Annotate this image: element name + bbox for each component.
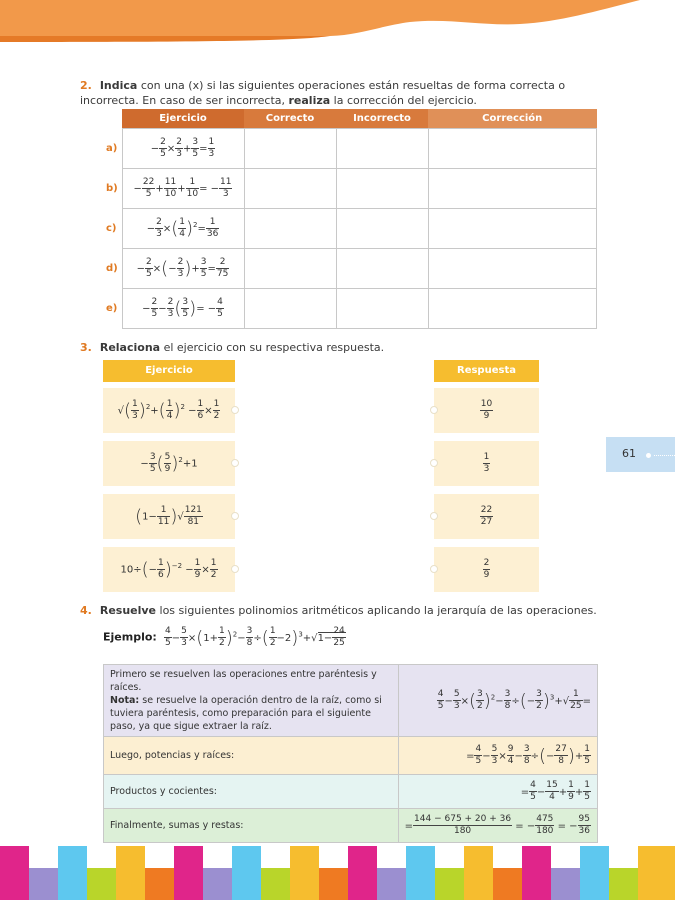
answer-cell[interactable] xyxy=(336,248,428,288)
match-answer-3[interactable]: $\frac{22}{27}$ xyxy=(434,494,539,539)
header-correcto: Correcto xyxy=(244,109,336,128)
match-answer-4[interactable]: $\frac{2}{9}$ xyxy=(434,547,539,592)
header-ejercicio: Ejercicio xyxy=(122,109,244,128)
answer-cell[interactable] xyxy=(244,208,336,248)
match-answer-2[interactable]: $\frac{1}{3}$ xyxy=(434,441,539,486)
answer-cell[interactable] xyxy=(428,128,597,168)
table-row: Primero se resuelven las operaciones entre paréntesis y raíces. Nota: se resuelve la operación dentro de la raíz, como si tuviera paréntesis, como preparación para el siguiente paso, ya que sigue extraer la raíz. $\frac{4}{5}$ − $\frac{5}{3}$ ×( $\frac{3}{2}$ )$^2$− $\frac{3}{8}$ ÷(− $\frac{3}{2}$ )$^3$+√ $\frac{1}{25}$ = xyxy=(104,665,598,737)
match-exercise-2[interactable]: − $\frac{3}{5}$ ( $\frac{5}{9}$ )$^2$+1 xyxy=(103,441,235,486)
match-header-answer: Respuesta xyxy=(434,360,539,382)
connector-dot[interactable] xyxy=(231,512,239,520)
connector-dot[interactable] xyxy=(231,565,239,573)
table-row: Productos y cocientes: = $\frac{4}{5}$ − $\frac{15}{4}$ + $\frac{1}{9}$ + $\frac{1}{5}$ xyxy=(104,775,598,809)
answer-cell[interactable] xyxy=(244,248,336,288)
connector-dot[interactable] xyxy=(430,459,438,467)
header-correccion: Corrección xyxy=(428,109,597,128)
answer-cell[interactable] xyxy=(336,168,428,208)
example-expression: Ejemplo: $\frac{4}{5}$ − $\frac{5}{3}$ ×(1+ $\frac{1}{2}$ )$^2$− $\frac{3}{8}$ ÷( $\frac{1}{2}$ −2)$^3$+√1− $\frac{24}{25}$ xyxy=(103,626,345,648)
solution-steps-table xyxy=(103,664,598,843)
answer-cell[interactable] xyxy=(336,288,428,328)
answer-cell[interactable] xyxy=(428,248,597,288)
correction-table xyxy=(80,109,597,329)
page-number-tab xyxy=(606,437,675,472)
table-row: e) − $\frac{2}{5}$ − $\frac{2}{3}$ ( $\frac{3}{5}$ )= − $\frac{4}{5}$ xyxy=(80,288,597,328)
q2-instructions: 2. Indica con una (x) si las siguientes operaciones están resueltas de forma correcta o incorrecta. En caso de ser incorrecta, realiza la corrección del ejercicio. xyxy=(80,79,566,107)
table-row: Luego, potencias y raíces: = $\frac{4}{5}$ − $\frac{5}{3}$ × $\frac{9}{4}$ − $\frac{3}{8}$ ÷(− $\frac{27}{8}$ )+ $\frac{1}{5}$ xyxy=(104,737,598,775)
exercise-b: − $\frac{22}{5}$ + $\frac{11}{10}$ + $\frac{1}{10}$ = − $\frac{11}{3}$ xyxy=(122,168,244,208)
exercise-d: − $\frac{2}{5}$ ×(− $\frac{2}{3}$ )+ $\frac{3}{5}$ = $\frac{2}{75}$ xyxy=(122,248,244,288)
connector-dot[interactable] xyxy=(430,565,438,573)
answer-cell[interactable] xyxy=(244,128,336,168)
exercise-e: − $\frac{2}{5}$ − $\frac{2}{3}$ ( $\frac{3}{5}$ )= − $\frac{4}{5}$ xyxy=(122,288,244,328)
connector-dot[interactable] xyxy=(231,406,239,414)
table-row: Finalmente, sumas y restas: = $\frac{144 - 675 + 20 + 36}{180}$ = − $\frac{475}{180}$ = − $\frac{95}{36}$ xyxy=(104,809,598,843)
table-row: d) − $\frac{2}{5}$ ×(− $\frac{2}{3}$ )+ $\frac{3}{5}$ = $\frac{2}{75}$ xyxy=(80,248,597,288)
answer-cell[interactable] xyxy=(428,168,597,208)
q4-instructions: 4. Resuelve los siguientes polinomios aritméticos aplicando la jerarquía de las operaciones. xyxy=(80,604,597,617)
table-row: a) − $\frac{2}{5}$ × $\frac{2}{3}$ + $\frac{3}{5}$ = $\frac{1}{3}$ xyxy=(80,128,597,168)
table-row: b) − $\frac{22}{5}$ + $\frac{11}{10}$ + $\frac{1}{10}$ = − $\frac{11}{3}$ xyxy=(80,168,597,208)
answer-cell[interactable] xyxy=(336,208,428,248)
connector-dot[interactable] xyxy=(430,406,438,414)
match-exercise-3[interactable]: (1− $\frac{1}{11}$ )√ $\frac{121}{81}$ xyxy=(103,494,235,539)
answer-cell[interactable] xyxy=(244,168,336,208)
answer-cell[interactable] xyxy=(428,208,597,248)
table-row: c) − $\frac{2}{3}$ ×( $\frac{1}{4}$ )$^2$= $\frac{1}{36}$ xyxy=(80,208,597,248)
header-incorrecto: Incorrecto xyxy=(336,109,428,128)
answer-cell[interactable] xyxy=(244,288,336,328)
answer-cell[interactable] xyxy=(428,288,597,328)
q3-instructions: 3. Relaciona el ejercicio con su respectiva respuesta. xyxy=(80,341,385,354)
match-exercise-4[interactable]: 10÷(− $\frac{1}{6}$ )$^{-2}$ − $\frac{1}{9}$ × $\frac{1}{2}$ xyxy=(103,547,235,592)
connector-dot[interactable] xyxy=(430,512,438,520)
page-number: 61 xyxy=(622,447,636,460)
match-exercise-1[interactable]: √( $\frac{1}{3}$ )$^2$+( $\frac{1}{4}$ )$^2$ − $\frac{1}{6}$ × $\frac{1}{2}$ xyxy=(103,388,235,433)
exercise-a: − $\frac{2}{5}$ × $\frac{2}{3}$ + $\frac{3}{5}$ = $\frac{1}{3}$ xyxy=(122,128,244,168)
bottom-stripes xyxy=(0,846,675,900)
connector-dot[interactable] xyxy=(231,459,239,467)
q2-number: 2. xyxy=(80,79,92,92)
exercise-c: − $\frac{2}{3}$ ×( $\frac{1}{4}$ )$^2$= $\frac{1}{36}$ xyxy=(122,208,244,248)
match-answer-1[interactable]: $\frac{10}{9}$ xyxy=(434,388,539,433)
top-banner xyxy=(0,0,675,50)
match-header-exercise: Ejercicio xyxy=(103,360,235,382)
answer-cell[interactable] xyxy=(336,128,428,168)
